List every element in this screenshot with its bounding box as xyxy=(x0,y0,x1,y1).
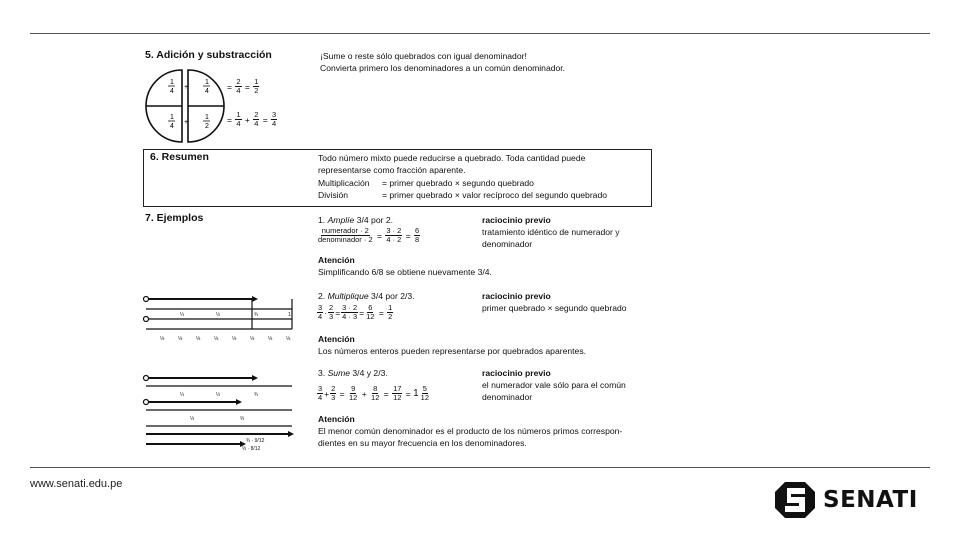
svg-text:4: 4 xyxy=(170,88,174,95)
ex3-prev-1: el numerador vale sólo para el común xyxy=(482,380,626,390)
ex3-att-2: dientes en su mayor frecuencia en los denominadores. xyxy=(318,438,527,448)
number-line-diagram-ex2 xyxy=(142,293,298,353)
svg-text:+: + xyxy=(184,84,189,91)
svg-text:⅔ · 8/12: ⅔ · 8/12 xyxy=(242,446,261,452)
svg-text:+: + xyxy=(184,119,189,126)
svg-text:⅛: ⅛ xyxy=(232,336,237,342)
svg-text:¼: ¼ xyxy=(180,392,185,398)
svg-text:¾ · 9/12: ¾ · 9/12 xyxy=(246,438,265,444)
section6-mult-label: Multiplicación xyxy=(318,178,370,188)
senati-s-icon xyxy=(775,482,815,518)
bottom-rule xyxy=(30,467,930,468)
svg-text:2: 2 xyxy=(205,123,209,130)
ex1-equation: $\frac{\text{numerador · 2}}{\text{denominador · 2}}$ = $\frac{3 \cdot 2}{4 \cdot 2}$ = $\frac{6}{8}$ xyxy=(318,226,420,244)
svg-text:1: 1 xyxy=(170,114,174,121)
svg-text:⅔: ⅔ xyxy=(240,416,245,422)
ex3-equation: $\frac{3}{4}$ + $\frac{2}{3}$ = $\frac{9}{12}$ + $\frac{8}{12}$ = $\frac{17}{12}$ = 1 $\frac{5}{12}$ xyxy=(318,384,429,402)
section6-line1: Todo número mixto puede reducirse a quebrado. Toda cantidad puede xyxy=(318,153,586,163)
svg-text:⅛: ⅛ xyxy=(250,336,255,342)
svg-text:⅛: ⅛ xyxy=(268,336,273,342)
ex3-prev-2: denominador xyxy=(482,392,533,402)
svg-text:1: 1 xyxy=(205,114,209,121)
section5-line1: ¡Sume o reste sólo quebrados con igual denominador! xyxy=(320,51,527,61)
section5-line2: Convierta primero los denominadores a un común denominador. xyxy=(320,63,566,73)
section5-title: 5. Adición y substracción xyxy=(145,49,272,61)
svg-text:⅓: ⅓ xyxy=(190,416,195,422)
ex2-att-title: Atención xyxy=(318,334,355,344)
ex2-heading: 2. Multiplique 3/4 por 2/3. xyxy=(318,291,415,301)
ex3-heading: 3. Sume 3/4 y 2/3. xyxy=(318,368,388,378)
ex3-prev-title: raciocinio previo xyxy=(482,368,551,378)
senati-logo xyxy=(775,482,918,518)
ex2-prev-1: primer quebrado × segundo quebrado xyxy=(482,303,627,313)
footer-url[interactable]: www.senati.edu.pe xyxy=(30,478,123,490)
ex2-prev-title: raciocinio previo xyxy=(482,291,551,301)
number-line-diagram-ex3 xyxy=(142,372,302,458)
section5-eq1: = $\frac{2}{4}$ = $\frac{1}{2}$ xyxy=(227,77,259,95)
ex1-prev-2: denominador xyxy=(482,239,533,249)
svg-text:¾: ¾ xyxy=(254,392,259,398)
svg-text:½: ½ xyxy=(216,392,221,398)
section6-div-label: División xyxy=(318,190,349,200)
svg-text:½: ½ xyxy=(216,312,221,318)
ex3-att-1: El menor común denominador es el producto de los números primos correspon- xyxy=(318,426,623,436)
svg-text:¾: ¾ xyxy=(254,312,259,318)
svg-text:⅛: ⅛ xyxy=(286,336,291,342)
section6-title: 6. Resumen xyxy=(150,151,209,163)
ex1-heading: 1. Amplíe 3/4 por 2. xyxy=(318,215,394,225)
svg-text:4: 4 xyxy=(170,123,174,130)
svg-text:¼: ¼ xyxy=(180,312,185,318)
ex2-equation: $\frac{3}{4}$ · $\frac{2}{3}$ = $\frac{3 \cdot 2}{4 \cdot 3}$ = $\frac{6}{12}$ = $\frac{1}{2}$ xyxy=(318,303,393,321)
ex3-att-title: Atención xyxy=(318,414,355,424)
svg-text:1: 1 xyxy=(170,79,174,86)
section5-eq2: = $\frac{1}{4}$ + $\frac{2}{4}$ = $\frac{3}{4}$ xyxy=(227,110,277,128)
ex2-att-text: Los números enteros pueden representarse por quebrados aparentes. xyxy=(318,346,587,356)
top-rule xyxy=(30,33,930,34)
svg-text:4: 4 xyxy=(205,88,209,95)
section6-mult-rule: = primer quebrado × segundo quebrado xyxy=(382,178,534,188)
svg-text:1: 1 xyxy=(205,79,209,86)
section6-div-rule: = primer quebrado × valor recíproco del segundo quebrado xyxy=(382,190,608,200)
ex1-prev-1: tratamiento idéntico de numerador y xyxy=(482,227,620,237)
ex1-att-title: Atención xyxy=(318,255,355,265)
svg-text:⅛: ⅛ xyxy=(160,336,165,342)
svg-text:⅛: ⅛ xyxy=(196,336,201,342)
section7-title: 7. Ejemplos xyxy=(145,212,204,224)
senati-wordmark: SENATI xyxy=(823,487,918,513)
section6-line2: representarse como fracción aparente. xyxy=(318,165,466,175)
svg-text:⅛: ⅛ xyxy=(178,336,183,342)
svg-text:1: 1 xyxy=(288,312,291,318)
svg-text:⅛: ⅛ xyxy=(214,336,219,342)
ex1-att-text: Simplificando 6/8 se obtiene nuevamente 3/4. xyxy=(318,267,492,277)
fraction-circle-diagram xyxy=(140,66,300,146)
ex1-prev-title: raciocinio previo xyxy=(482,215,551,225)
